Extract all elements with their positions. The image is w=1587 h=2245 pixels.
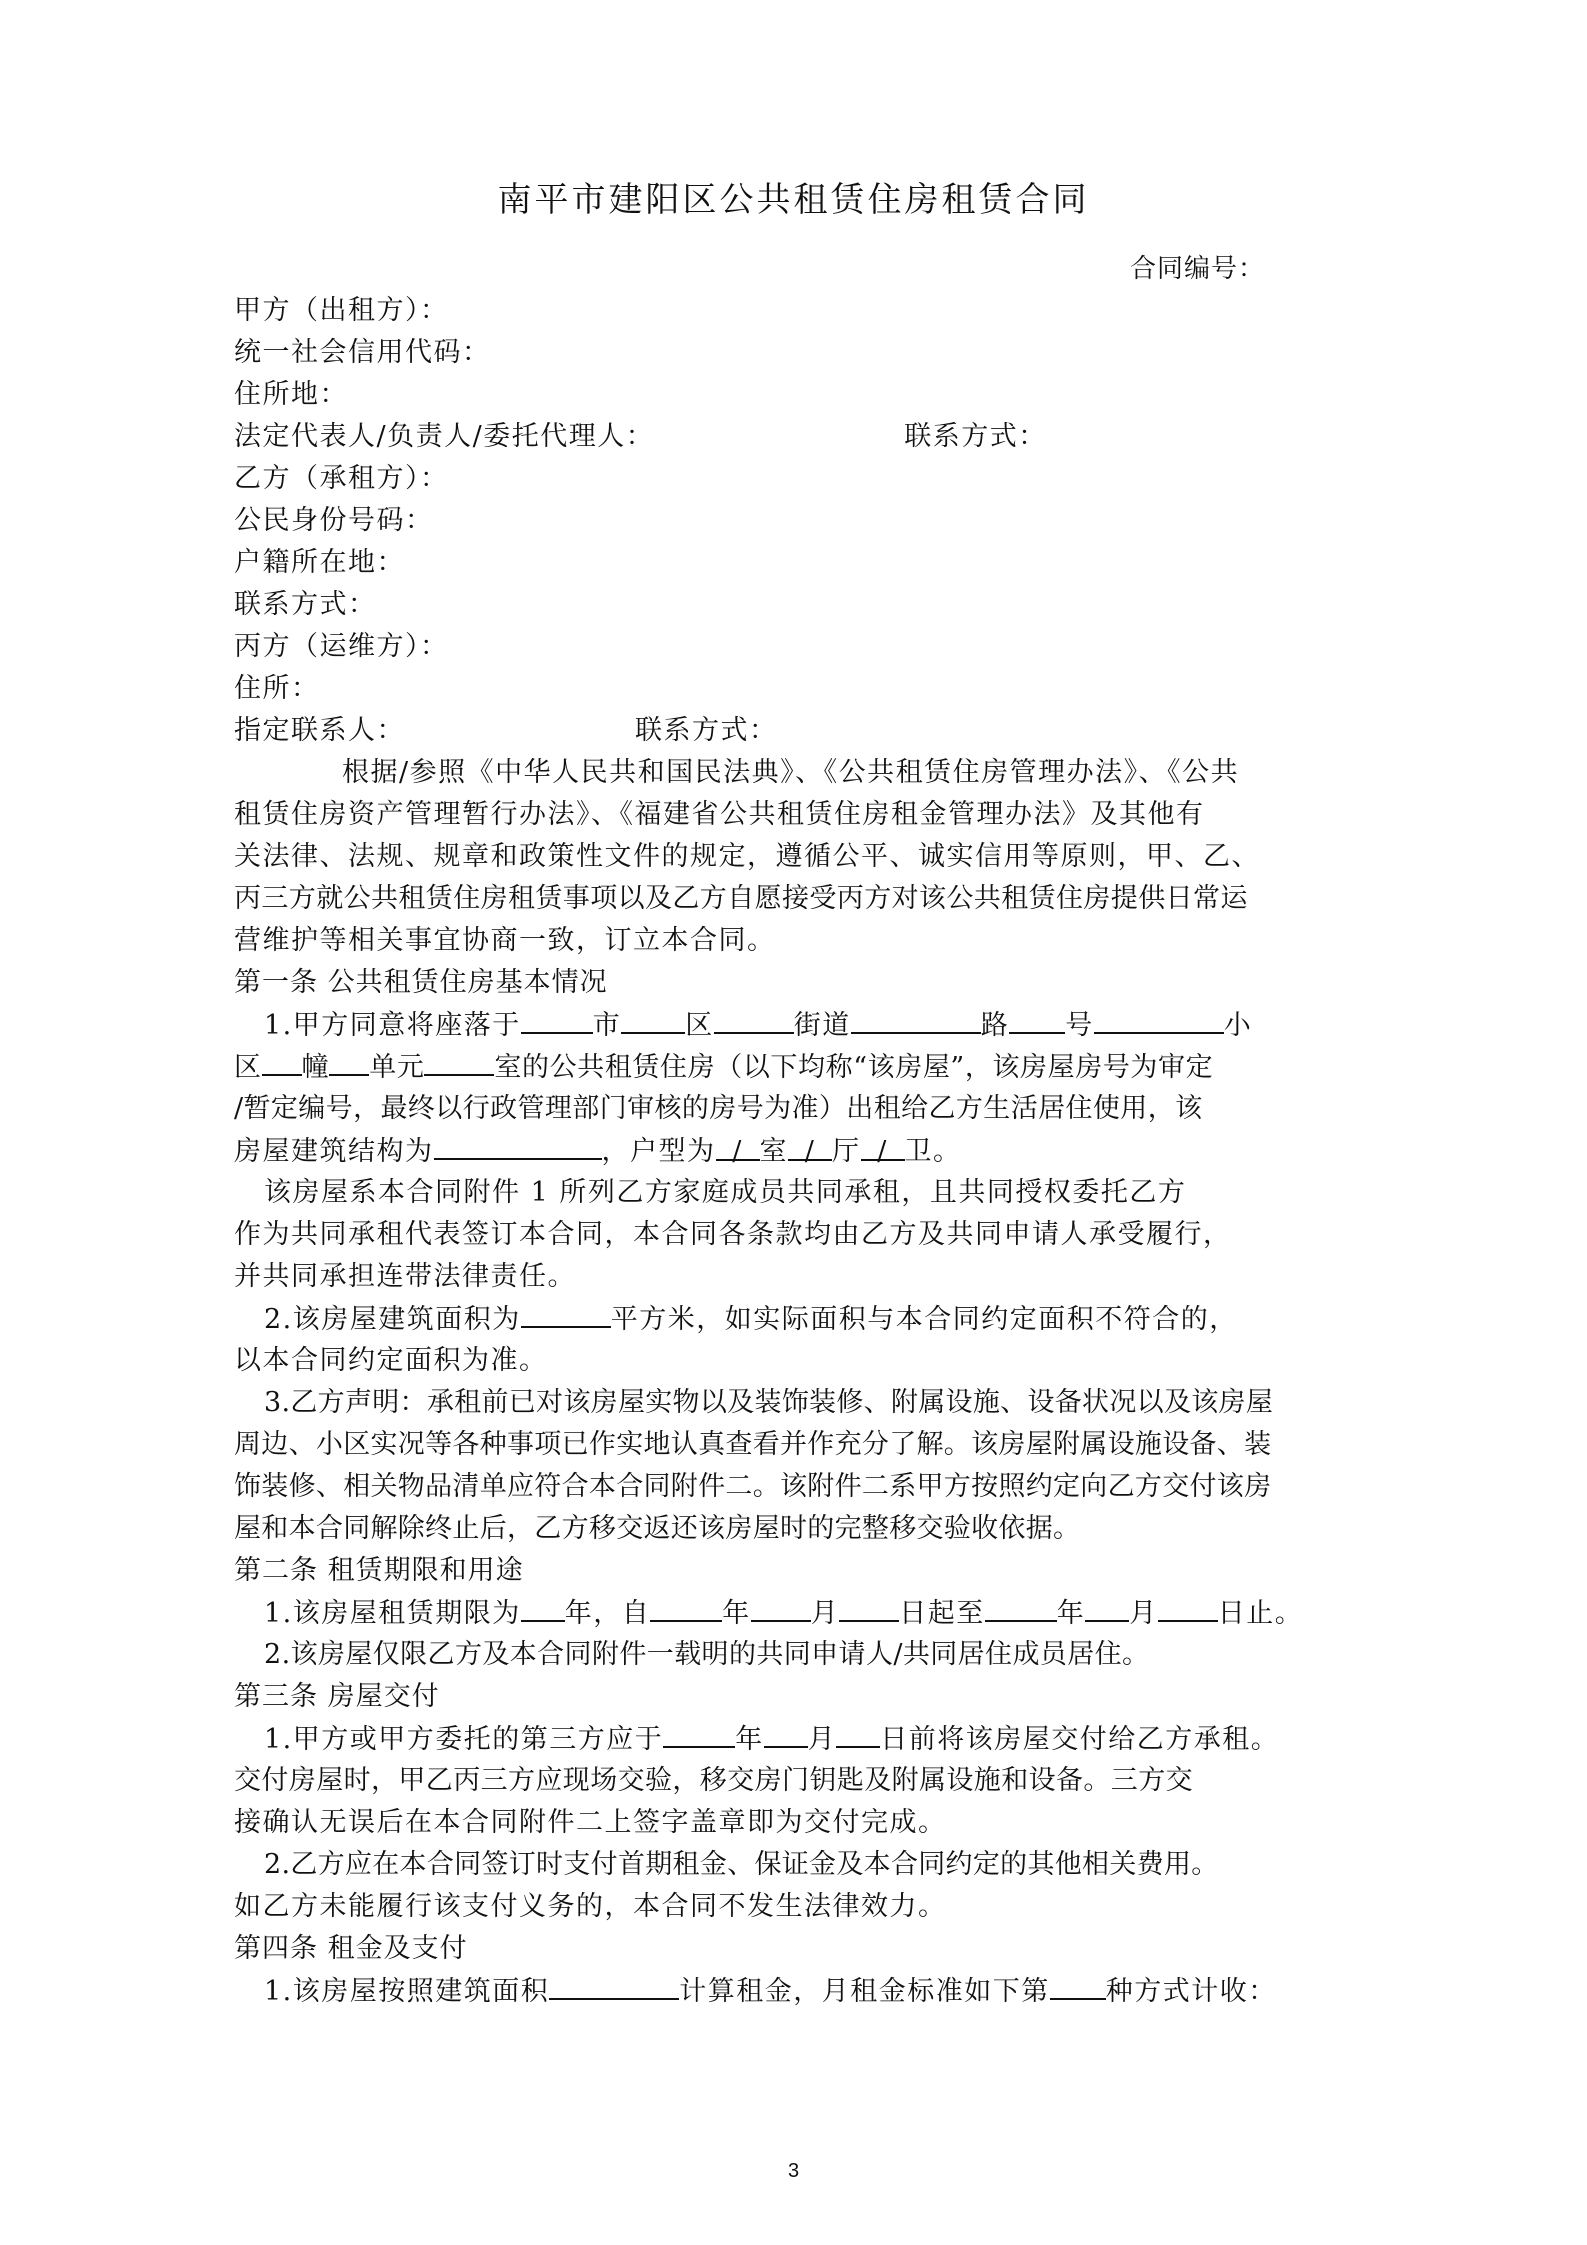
blank-field <box>836 1718 880 1748</box>
blank-field <box>549 1970 679 2000</box>
clause-text: 区 <box>234 1052 262 1083</box>
article-1-clause-1-line-1 <box>234 1004 1434 1046</box>
clause-text: 月 <box>807 1724 837 1755</box>
intro-line-3: 关法律、法规、规章和政策性文件的规定，遵循公平、诚实信用等原则，甲、乙、 <box>234 841 1260 872</box>
blank-field: / <box>716 1131 760 1161</box>
clause-text: 卫。 <box>904 1136 962 1167</box>
contract-number-label: 合同编号： <box>1130 254 1266 284</box>
blank-field <box>985 1592 1057 1622</box>
intro-line-5: 营维护等相关事宜协商一致，订立本合同。 <box>234 925 776 956</box>
document-title: 南平市建阳区公共租赁住房租赁合同 <box>497 180 1090 220</box>
blank-field <box>714 1004 794 1034</box>
blank-field <box>521 1004 593 1034</box>
clause-text: 区 <box>685 1010 714 1041</box>
party-b-household: 户籍所在地： <box>234 547 405 578</box>
clause-text: 单元 <box>369 1052 425 1083</box>
clause-text: 年 <box>1056 1598 1086 1629</box>
party-c-contact-row <box>234 710 1434 752</box>
party-c-contact: 联系方式： <box>635 715 778 746</box>
party-a-address: 住所地： <box>234 379 348 410</box>
clause-text: 日起至 <box>899 1598 985 1629</box>
clause-text: 2.该房屋建筑面积为 <box>264 1304 521 1335</box>
party-a-representative: 法定代表人/负责人/委托代理人： <box>234 421 655 452</box>
article-4-clause-1 <box>234 1970 1434 2012</box>
article-2-clause-2: 2.该房屋仅限乙方及本合同附件一载明的共同申请人/共同居住成员居住。 <box>264 1639 1150 1670</box>
clause-text: 号 <box>1065 1010 1094 1041</box>
article-1-clause-2-line-2: 以本合同约定面积为准。 <box>234 1345 548 1376</box>
article-3-clause-1-line-1 <box>234 1718 1434 1760</box>
article-4-heading: 第四条 租金及支付 <box>234 1933 468 1964</box>
clause-text: 幢 <box>301 1052 330 1083</box>
article-1-clause-3-line-1: 3.乙方声明：承租前已对该房屋实物以及装饰装修、附属设施、设备状况以及该房屋 <box>264 1387 1274 1418</box>
blank-field <box>1009 1004 1065 1034</box>
article-2-heading: 第二条 租赁期限和用途 <box>234 1555 524 1586</box>
article-1-para-b-line-3: 并共同承担连带法律责任。 <box>234 1261 576 1292</box>
article-1-clause-3-line-3: 饰装修、相关物品清单应符合本合同附件二。该附件二系甲方按照约定向乙方交付该房 <box>234 1471 1272 1502</box>
article-1-heading: 第一条 公共租赁住房基本情况 <box>234 967 608 998</box>
article-1-para-b-line-1: 该房屋系本合同附件 1 所列乙方家庭成员共同承租，且共同授权委托乙方 <box>264 1177 1187 1208</box>
clause-text: 路 <box>980 1010 1010 1041</box>
clause-text: 年 <box>735 1724 764 1755</box>
blank-field: / <box>788 1131 832 1161</box>
page-number: 3 <box>787 2160 800 2182</box>
clause-text: 1.甲方或甲方委托的第三方应于 <box>264 1724 664 1755</box>
clause-text: 小 <box>1223 1010 1253 1041</box>
blank-field <box>650 1592 722 1622</box>
article-3-clause-2-line-2: 如乙方未能履行该支付义务的，本合同不发生法律效力。 <box>234 1891 947 1922</box>
party-a-representative-row <box>234 416 1434 458</box>
clause-text: 日止。 <box>1217 1598 1304 1629</box>
blank-field <box>764 1718 808 1748</box>
article-1-clause-3-line-4: 屋和本合同解除终止后，乙方移交返还该房屋时的完整移交验收依据。 <box>234 1513 1081 1544</box>
article-1-clause-3-line-2: 周边、小区实况等各种事项已作实地认真查看并作充分了解。该房屋附属设施设备、装 <box>234 1429 1272 1460</box>
party-a-contact: 联系方式： <box>904 421 1047 452</box>
intro-line-1: 根据/参照《中华人民共和国民法典》、《公共租赁住房管理办法》、《公共 <box>342 757 1240 788</box>
clause-text: 市 <box>592 1010 622 1041</box>
clause-text: 1.该房屋租赁期限为 <box>264 1598 521 1629</box>
blank-field <box>1158 1592 1218 1622</box>
clause-text: 年，自 <box>564 1598 651 1629</box>
party-b-contact: 联系方式： <box>234 589 377 620</box>
blank-field <box>424 1046 494 1076</box>
article-3-clause-1-line-3: 接确认无误后在本合同附件二上签字盖章即为交付完成。 <box>234 1807 947 1838</box>
party-c-contact-person: 指定联系人： <box>234 715 405 746</box>
article-1-clause-1-line-3: /暂定编号，最终以行政管理部门审核的房号为准）出租给乙方生活居住使用，该 <box>234 1093 1203 1124</box>
blank-field: / <box>861 1131 905 1161</box>
article-1-para-b-line-2: 作为共同承租代表签订本合同，本合同各条款均由乙方及共同申请人承受履行， <box>234 1219 1232 1250</box>
blank-field <box>851 1004 981 1034</box>
clause-text: 房屋建筑结构为 <box>234 1136 434 1167</box>
blank-field <box>329 1046 369 1076</box>
clause-text: 1.甲方同意将座落于 <box>264 1010 521 1041</box>
blank-field <box>839 1592 899 1622</box>
blank-field <box>521 1592 565 1622</box>
article-3-clause-2-line-1: 2.乙方应在本合同签订时支付首期租金、保证金及本合同约定的其他相关费用。 <box>264 1849 1219 1880</box>
party-c-label: 丙方（运维方）： <box>234 631 449 662</box>
party-a-credit-code: 统一社会信用代码： <box>234 337 491 368</box>
party-b-label: 乙方（承租方）： <box>234 463 449 494</box>
clause-text: 计算租金，月租金标准如下第 <box>679 1976 1050 2007</box>
clause-text: 街道 <box>793 1010 851 1041</box>
article-3-clause-1-line-2: 交付房屋时，甲乙丙三方应现场交验，移交房门钥匙及附属设施和设备。三方交 <box>234 1765 1193 1796</box>
party-a-label: 甲方（出租方）： <box>234 295 449 326</box>
blank-field <box>1085 1592 1129 1622</box>
clause-text: 厅 <box>832 1136 861 1167</box>
clause-text: 种方式计收： <box>1105 1976 1277 2007</box>
blank-field <box>751 1592 811 1622</box>
clause-text: 月 <box>810 1598 840 1629</box>
party-c-address: 住所： <box>234 673 320 704</box>
clause-text: ，户型为 <box>601 1136 716 1167</box>
blank-field <box>663 1718 735 1748</box>
article-1-clause-2-line-1 <box>234 1298 1434 1340</box>
intro-line-2: 租赁住房资产管理暂行办法》、《福建省公共租赁住房租金管理办法》及其他有 <box>234 799 1205 830</box>
intro-line-4: 丙三方就公共租赁住房租赁事项以及乙方自愿接受丙方对该公共租赁住房提供日常运 <box>234 883 1248 914</box>
article-1-clause-1-line-4 <box>234 1130 1434 1172</box>
article-3-heading: 第三条 房屋交付 <box>234 1681 440 1712</box>
clause-text: 平方米，如实际面积与本合同约定面积不符合的， <box>610 1304 1238 1335</box>
blank-field <box>434 1130 602 1160</box>
blank-field <box>1050 1970 1106 2000</box>
blank-field <box>1094 1004 1224 1034</box>
blank-field <box>521 1298 611 1328</box>
document-body <box>234 290 1434 2012</box>
blank-field <box>262 1046 302 1076</box>
clause-text: 年 <box>722 1598 751 1629</box>
party-b-id-number: 公民身份号码： <box>234 505 434 536</box>
article-2-clause-1 <box>234 1592 1434 1634</box>
clause-text: 月 <box>1129 1598 1158 1629</box>
blank-field <box>621 1004 685 1034</box>
article-1-clause-1-line-2 <box>234 1046 1434 1088</box>
clause-text: 室 <box>759 1136 788 1167</box>
clause-text: 1.该房屋按照建筑面积 <box>264 1976 550 2007</box>
clause-text: 室的公共租赁住房（以下均称“该房屋”，该房屋房号为审定 <box>494 1052 1214 1083</box>
clause-text: 日前将该房屋交付给乙方承租。 <box>880 1724 1280 1755</box>
